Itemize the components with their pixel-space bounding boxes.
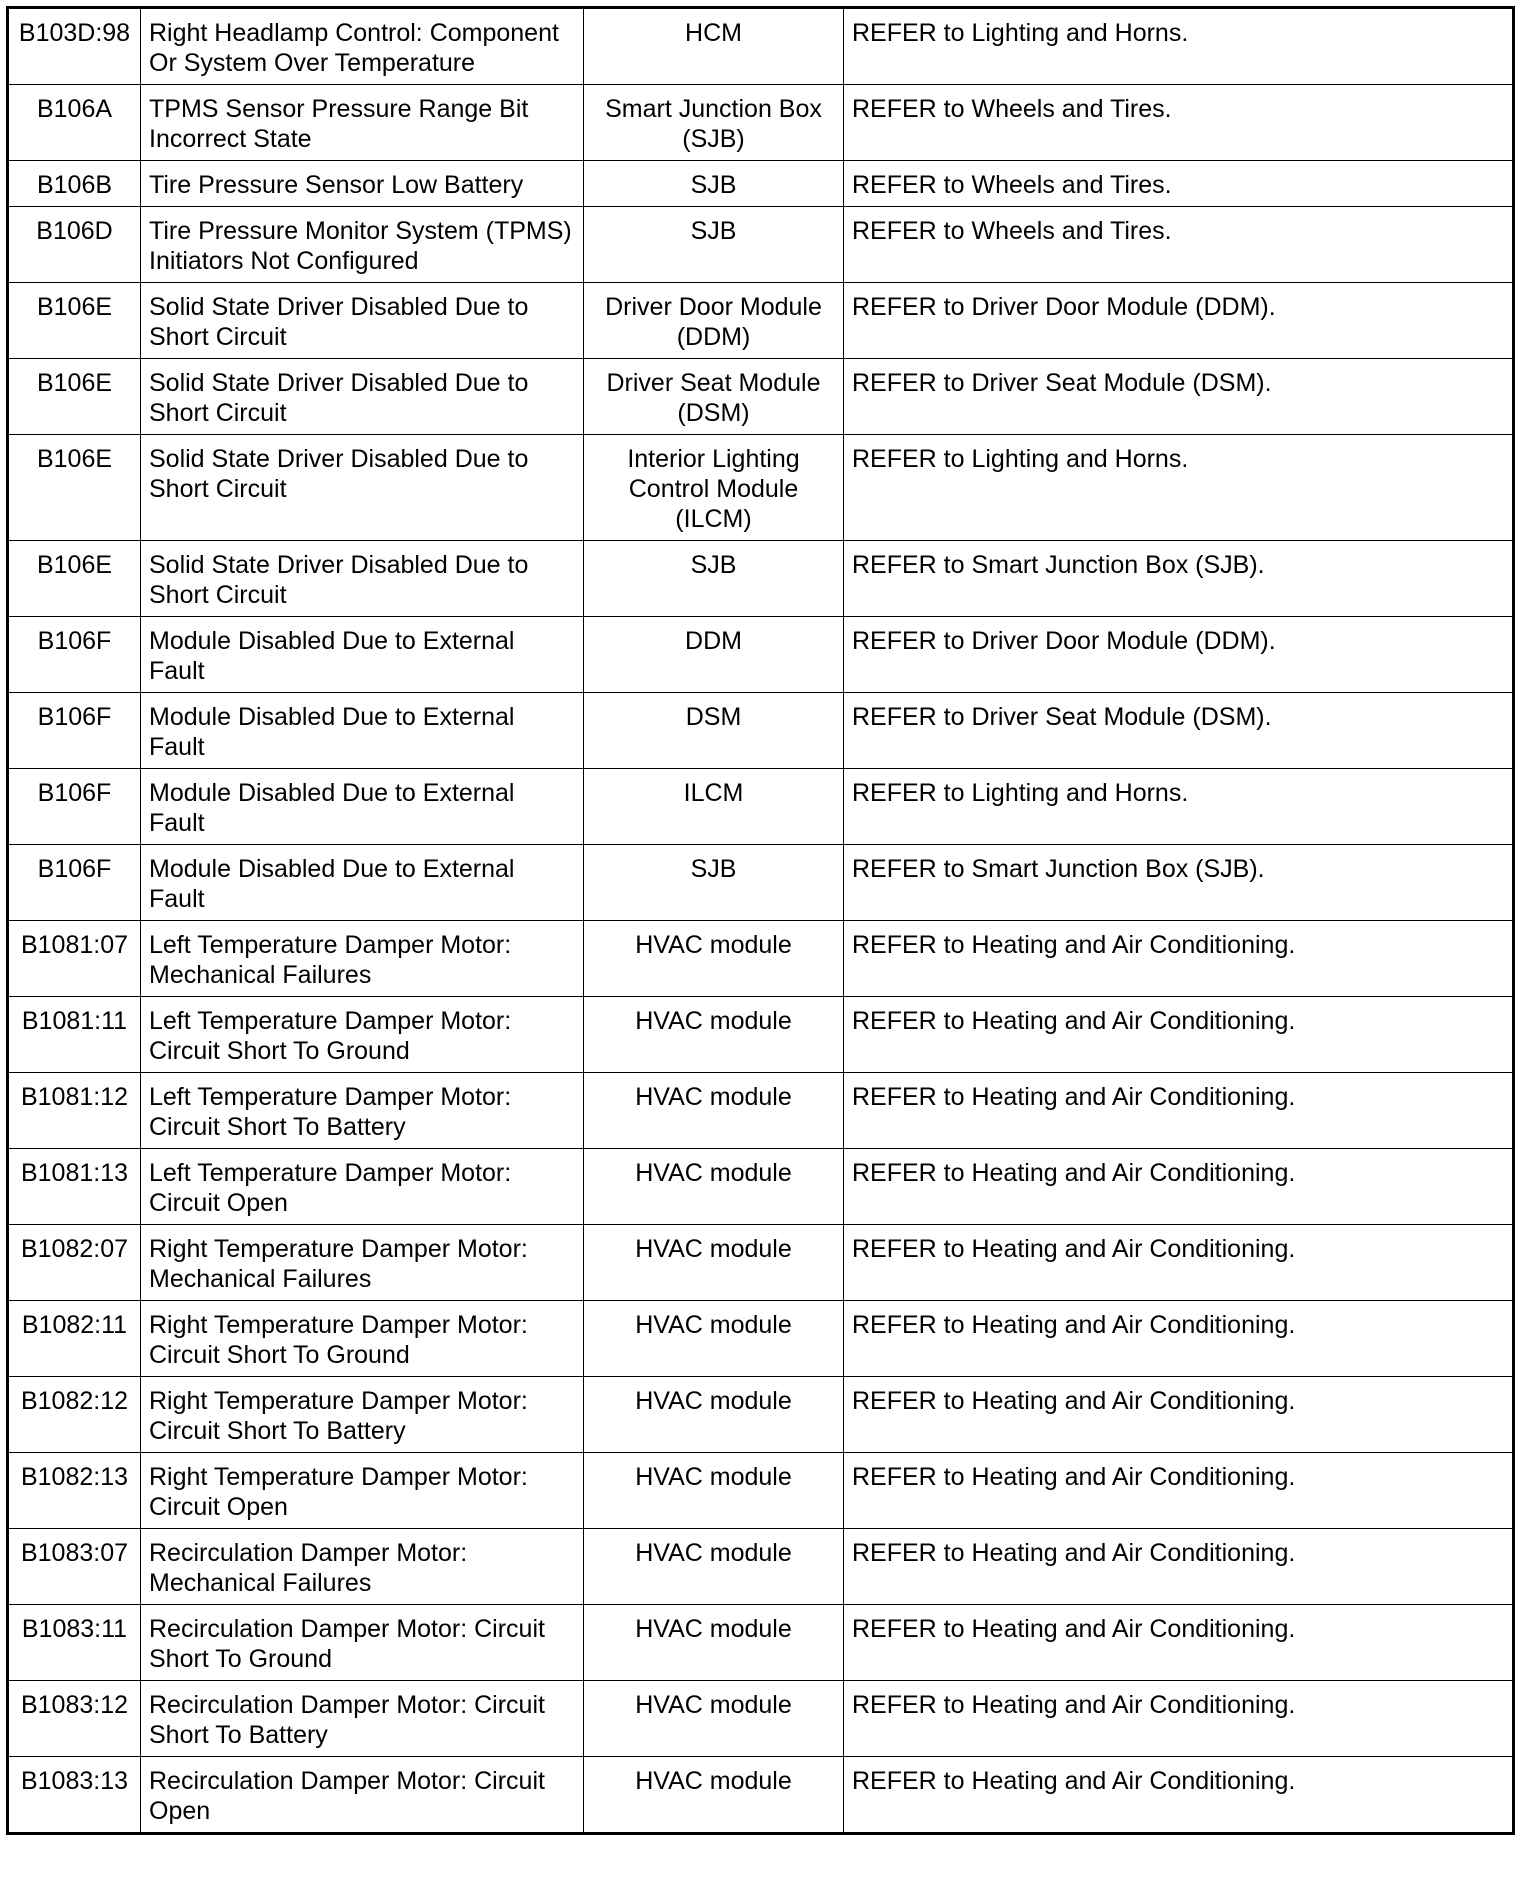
dtc-description-cell: Recirculation Damper Motor: Circuit Short To Ground [141,1605,584,1681]
dtc-description-cell: Right Temperature Damper Motor: Mechanical Failures [141,1225,584,1301]
dtc-code-cell: B106F [8,617,141,693]
dtc-code-cell: B1081:12 [8,1073,141,1149]
dtc-code-cell: B106E [8,541,141,617]
dtc-table-body [8,8,1514,1834]
action-cell: REFER to Wheels and Tires. [844,207,1514,283]
dtc-code-cell: B1082:11 [8,1301,141,1377]
dtc-code-cell: B106E [8,283,141,359]
dtc-description-cell: Solid State Driver Disabled Due to Short Circuit [141,283,584,359]
module-cell: HVAC module [584,1681,844,1757]
dtc-code-cell: B1083:07 [8,1529,141,1605]
module-cell: Driver Door Module (DDM) [584,283,844,359]
action-cell: REFER to Heating and Air Conditioning. [844,1073,1514,1149]
dtc-description-cell: Left Temperature Damper Motor: Circuit Open [141,1149,584,1225]
action-cell: REFER to Heating and Air Conditioning. [844,1301,1514,1377]
table-row [8,435,1514,541]
module-cell: SJB [584,161,844,207]
table-row [8,359,1514,435]
table-row [8,845,1514,921]
dtc-description-cell: Right Temperature Damper Motor: Circuit Short To Battery [141,1377,584,1453]
table-row [8,1377,1514,1453]
dtc-description-cell: Module Disabled Due to External Fault [141,845,584,921]
dtc-description-cell: Recirculation Damper Motor: Circuit Short To Battery [141,1681,584,1757]
dtc-description-cell: Solid State Driver Disabled Due to Short Circuit [141,359,584,435]
table-row [8,85,1514,161]
table-row [8,207,1514,283]
table-row [8,1529,1514,1605]
table-row [8,997,1514,1073]
table-row [8,1301,1514,1377]
dtc-description-cell: Left Temperature Damper Motor: Circuit Short To Ground [141,997,584,1073]
dtc-description-cell: Solid State Driver Disabled Due to Short Circuit [141,435,584,541]
table-row [8,1073,1514,1149]
table-row [8,283,1514,359]
module-cell: DDM [584,617,844,693]
table-row [8,1149,1514,1225]
module-cell: Driver Seat Module (DSM) [584,359,844,435]
module-cell: ILCM [584,769,844,845]
dtc-description-cell: Right Temperature Damper Motor: Circuit Open [141,1453,584,1529]
dtc-description-cell: Right Headlamp Control: Component Or System Over Temperature [141,8,584,85]
dtc-code-cell: B106F [8,769,141,845]
dtc-description-cell: Module Disabled Due to External Fault [141,769,584,845]
dtc-code-cell: B1083:12 [8,1681,141,1757]
action-cell: REFER to Heating and Air Conditioning. [844,921,1514,997]
module-cell: HVAC module [584,997,844,1073]
action-cell: REFER to Driver Seat Module (DSM). [844,359,1514,435]
module-cell: SJB [584,541,844,617]
action-cell: REFER to Wheels and Tires. [844,85,1514,161]
dtc-code-cell: B106A [8,85,141,161]
action-cell: REFER to Smart Junction Box (SJB). [844,845,1514,921]
module-cell: SJB [584,845,844,921]
action-cell: REFER to Heating and Air Conditioning. [844,1681,1514,1757]
module-cell: HVAC module [584,1225,844,1301]
action-cell: REFER to Driver Door Module (DDM). [844,283,1514,359]
action-cell: REFER to Heating and Air Conditioning. [844,1453,1514,1529]
action-cell: REFER to Heating and Air Conditioning. [844,997,1514,1073]
table-row [8,693,1514,769]
action-cell: REFER to Driver Seat Module (DSM). [844,693,1514,769]
table-row [8,1757,1514,1834]
action-cell: REFER to Heating and Air Conditioning. [844,1149,1514,1225]
table-row [8,1605,1514,1681]
dtc-description-cell: Recirculation Damper Motor: Circuit Open [141,1757,584,1834]
dtc-code-cell: B103D:98 [8,8,141,85]
dtc-code-cell: B106B [8,161,141,207]
dtc-code-cell: B1082:13 [8,1453,141,1529]
dtc-code-cell: B1083:11 [8,1605,141,1681]
dtc-code-cell: B106E [8,435,141,541]
table-row [8,541,1514,617]
action-cell: REFER to Lighting and Horns. [844,435,1514,541]
module-cell: SJB [584,207,844,283]
module-cell: HVAC module [584,1149,844,1225]
dtc-description-cell: Recirculation Damper Motor: Mechanical Failures [141,1529,584,1605]
module-cell: HVAC module [584,921,844,997]
dtc-description-cell: Module Disabled Due to External Fault [141,617,584,693]
dtc-code-cell: B106F [8,845,141,921]
dtc-code-cell: B106D [8,207,141,283]
action-cell: REFER to Heating and Air Conditioning. [844,1377,1514,1453]
dtc-code-cell: B1081:13 [8,1149,141,1225]
dtc-description-cell: Left Temperature Damper Motor: Circuit Short To Battery [141,1073,584,1149]
module-cell: HVAC module [584,1453,844,1529]
action-cell: REFER to Driver Door Module (DDM). [844,617,1514,693]
dtc-description-cell: Module Disabled Due to External Fault [141,693,584,769]
module-cell: HCM [584,8,844,85]
table-row [8,8,1514,85]
module-cell: Interior Lighting Control Module (ILCM) [584,435,844,541]
action-cell: REFER to Lighting and Horns. [844,8,1514,85]
module-cell: Smart Junction Box (SJB) [584,85,844,161]
table-row [8,1225,1514,1301]
dtc-code-cell: B1083:13 [8,1757,141,1834]
action-cell: REFER to Heating and Air Conditioning. [844,1605,1514,1681]
dtc-table [6,6,1515,1835]
action-cell: REFER to Heating and Air Conditioning. [844,1225,1514,1301]
module-cell: HVAC module [584,1757,844,1834]
table-row [8,617,1514,693]
table-row [8,1453,1514,1529]
dtc-code-cell: B1082:12 [8,1377,141,1453]
module-cell: HVAC module [584,1605,844,1681]
table-row [8,769,1514,845]
dtc-code-cell: B1081:11 [8,997,141,1073]
module-cell: HVAC module [584,1301,844,1377]
dtc-description-cell: Tire Pressure Sensor Low Battery [141,161,584,207]
module-cell: HVAC module [584,1377,844,1453]
action-cell: REFER to Smart Junction Box (SJB). [844,541,1514,617]
action-cell: REFER to Wheels and Tires. [844,161,1514,207]
action-cell: REFER to Lighting and Horns. [844,769,1514,845]
module-cell: HVAC module [584,1529,844,1605]
dtc-description-cell: Right Temperature Damper Motor: Circuit Short To Ground [141,1301,584,1377]
document-page [6,6,1512,1835]
table-row [8,161,1514,207]
action-cell: REFER to Heating and Air Conditioning. [844,1757,1514,1834]
dtc-description-cell: Left Temperature Damper Motor: Mechanical Failures [141,921,584,997]
dtc-code-cell: B106E [8,359,141,435]
dtc-description-cell: TPMS Sensor Pressure Range Bit Incorrect State [141,85,584,161]
dtc-description-cell: Solid State Driver Disabled Due to Short Circuit [141,541,584,617]
dtc-code-cell: B1082:07 [8,1225,141,1301]
table-row [8,1681,1514,1757]
table-row [8,921,1514,997]
action-cell: REFER to Heating and Air Conditioning. [844,1529,1514,1605]
dtc-description-cell: Tire Pressure Monitor System (TPMS) Initiators Not Configured [141,207,584,283]
module-cell: DSM [584,693,844,769]
dtc-code-cell: B1081:07 [8,921,141,997]
module-cell: HVAC module [584,1073,844,1149]
dtc-code-cell: B106F [8,693,141,769]
